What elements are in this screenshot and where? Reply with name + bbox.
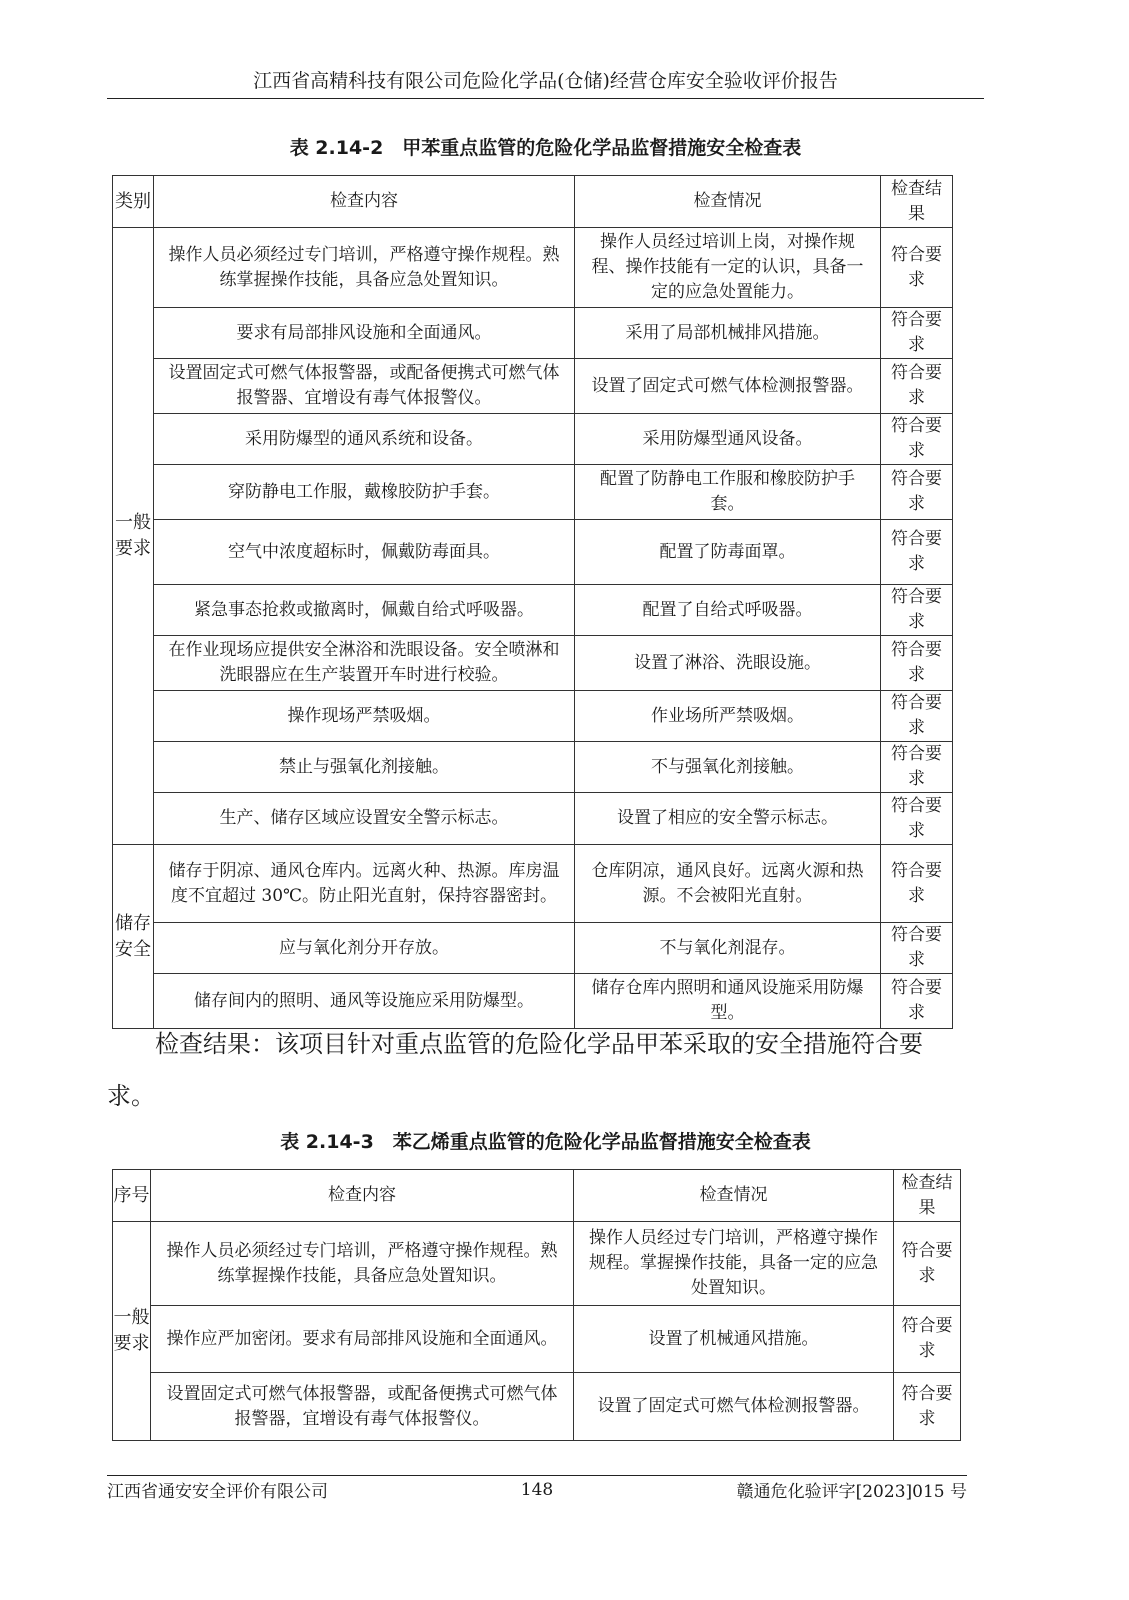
situation-cell: 不与强氧化剂接触。 <box>575 742 881 793</box>
footer-doc-number: 赣通危化验评字[2023]015 号 <box>736 1482 967 1502</box>
table-row <box>113 1306 961 1373</box>
content-cell: 储存间内的照明、通风等设施应采用防爆型。 <box>154 974 575 1029</box>
result-cell: 符合要求 <box>881 585 953 636</box>
table-row <box>113 691 953 742</box>
result-cell: 符合要求 <box>881 636 953 691</box>
table-row <box>113 742 953 793</box>
header-situation: 检查情况 <box>575 176 881 228</box>
situation-cell: 设置了固定式可燃气体检测报警器。 <box>574 1373 894 1441</box>
table-row <box>113 1373 961 1441</box>
result-cell: 符合要求 <box>881 793 953 845</box>
table2-title: 表 2.14-3 苯乙烯重点监管的危险化学品监督措施安全检查表 <box>280 1131 811 1153</box>
header-result: 检查结果 <box>881 176 953 228</box>
header-situation: 检查情况 <box>574 1170 894 1222</box>
result-cell: 符合要求 <box>894 1373 961 1441</box>
content-cell: 穿防静电工作服，戴橡胶防护手套。 <box>154 465 575 520</box>
content-cell: 禁止与强氧化剂接触。 <box>154 742 575 793</box>
table-row <box>113 1222 961 1306</box>
page-footer <box>107 1475 967 1506</box>
result-cell: 符合要求 <box>881 974 953 1029</box>
table1-title: 表 2.14-2 甲苯重点监管的危险化学品监督措施安全检查表 <box>289 137 802 159</box>
result-cell: 符合要求 <box>881 308 953 359</box>
table1 <box>112 175 953 1029</box>
result-cell: 符合要求 <box>881 465 953 520</box>
content-cell: 操作人员必须经过专门培训，严格遵守操作规程。熟练掌握操作技能，具备应急处置知识。 <box>151 1222 574 1306</box>
table-row <box>113 923 953 974</box>
conclusion-text: 检查结果：该项目针对重点监管的危险化学品甲苯采取的安全措施符合要求。 <box>107 1030 923 1110</box>
result-cell: 符合要求 <box>881 845 953 923</box>
situation-cell: 储存仓库内照明和通风设施采用防爆型。 <box>575 974 881 1029</box>
situation-cell: 作业场所严禁吸烟。 <box>575 691 881 742</box>
content-cell: 设置固定式可燃气体报警器，或配备便携式可燃气体报警器、宜增设有毒气体报警仪。 <box>154 359 575 414</box>
content-cell: 在作业现场应提供安全淋浴和洗眼设备。安全喷淋和洗眼器应在生产装置开车时进行校验。 <box>154 636 575 691</box>
situation-cell: 采用防爆型通风设备。 <box>575 414 881 465</box>
content-cell: 操作人员必须经过专门培训，严格遵守操作规程。熟练掌握操作技能，具备应急处置知识。 <box>154 228 575 308</box>
situation-cell: 不与氧化剂混存。 <box>575 923 881 974</box>
page-header: 江西省高精科技有限公司危险化学品(仓储)经营仓库安全验收评价报告 <box>107 66 984 99</box>
result-cell: 符合要求 <box>881 923 953 974</box>
result-cell: 符合要求 <box>894 1222 961 1306</box>
table-row <box>113 520 953 585</box>
result-cell: 符合要求 <box>881 359 953 414</box>
content-cell: 操作应严加密闭。要求有局部排风设施和全面通风。 <box>151 1306 574 1373</box>
content-cell: 要求有局部排风设施和全面通风。 <box>154 308 575 359</box>
content-cell: 采用防爆型的通风系统和设备。 <box>154 414 575 465</box>
table2-header-row <box>113 1170 961 1222</box>
content-cell: 紧急事态抢救或撤离时，佩戴自给式呼吸器。 <box>154 585 575 636</box>
header-category: 类别 <box>113 176 154 228</box>
situation-cell: 操作人员经过专门培训，严格遵守操作规程。掌握操作技能，具备一定的应急处置知识。 <box>574 1222 894 1306</box>
result-cell: 符合要求 <box>881 414 953 465</box>
situation-cell: 配置了自给式呼吸器。 <box>575 585 881 636</box>
table-row <box>113 585 953 636</box>
result-cell: 符合要求 <box>881 520 953 585</box>
result-cell: 符合要求 <box>881 742 953 793</box>
situation-cell: 设置了相应的安全警示标志。 <box>575 793 881 845</box>
table-row <box>113 228 953 308</box>
footer-company: 江西省通安安全评价有限公司 <box>107 1482 328 1502</box>
situation-cell: 操作人员经过培训上岗，对操作规程、操作技能有一定的认识，具备一定的应急处置能力。 <box>575 228 881 308</box>
situation-cell: 设置了淋浴、洗眼设施。 <box>575 636 881 691</box>
footer-page-number: 148 <box>520 1480 554 1500</box>
situation-cell: 采用了局部机械排风措施。 <box>575 308 881 359</box>
situation-cell: 仓库阴凉，通风良好。远离火源和热源。不会被阳光直射。 <box>575 845 881 923</box>
header-content: 检查内容 <box>151 1170 574 1222</box>
table-row <box>113 359 953 414</box>
header-category: 序号 <box>113 1170 151 1222</box>
table-row <box>113 636 953 691</box>
header-content: 检查内容 <box>154 176 575 228</box>
result-cell: 符合要求 <box>881 228 953 308</box>
table-row <box>113 414 953 465</box>
table-row <box>113 845 953 923</box>
category-cell: 储存安全 <box>113 845 154 1029</box>
situation-cell: 设置了机械通风措施。 <box>574 1306 894 1373</box>
content-cell: 储存于阴凉、通风仓库内。远离火种、热源。库房温度不宜超过 30℃。防止阳光直射，保持容器密封。 <box>154 845 575 923</box>
situation-cell: 配置了防静电工作服和橡胶防护手套。 <box>575 465 881 520</box>
category-cell: 一般要求 <box>113 1222 151 1441</box>
content-cell: 应与氧化剂分开存放。 <box>154 923 575 974</box>
category-cell: 一般要求 <box>113 228 154 845</box>
table-row <box>113 793 953 845</box>
table2 <box>112 1169 961 1441</box>
situation-cell: 配置了防毒面罩。 <box>575 520 881 585</box>
result-cell: 符合要求 <box>881 691 953 742</box>
header-result: 检查结果 <box>894 1170 961 1222</box>
situation-cell: 设置了固定式可燃气体检测报警器。 <box>575 359 881 414</box>
table-row <box>113 465 953 520</box>
table-row <box>113 308 953 359</box>
content-cell: 生产、储存区域应设置安全警示标志。 <box>154 793 575 845</box>
table1-header-row <box>113 176 953 228</box>
result-cell: 符合要求 <box>894 1306 961 1373</box>
content-cell: 操作现场严禁吸烟。 <box>154 691 575 742</box>
content-cell: 设置固定式可燃气体报警器，或配备便携式可燃气体报警器，宜增设有毒气体报警仪。 <box>151 1373 574 1441</box>
content-cell: 空气中浓度超标时，佩戴防毒面具。 <box>154 520 575 585</box>
